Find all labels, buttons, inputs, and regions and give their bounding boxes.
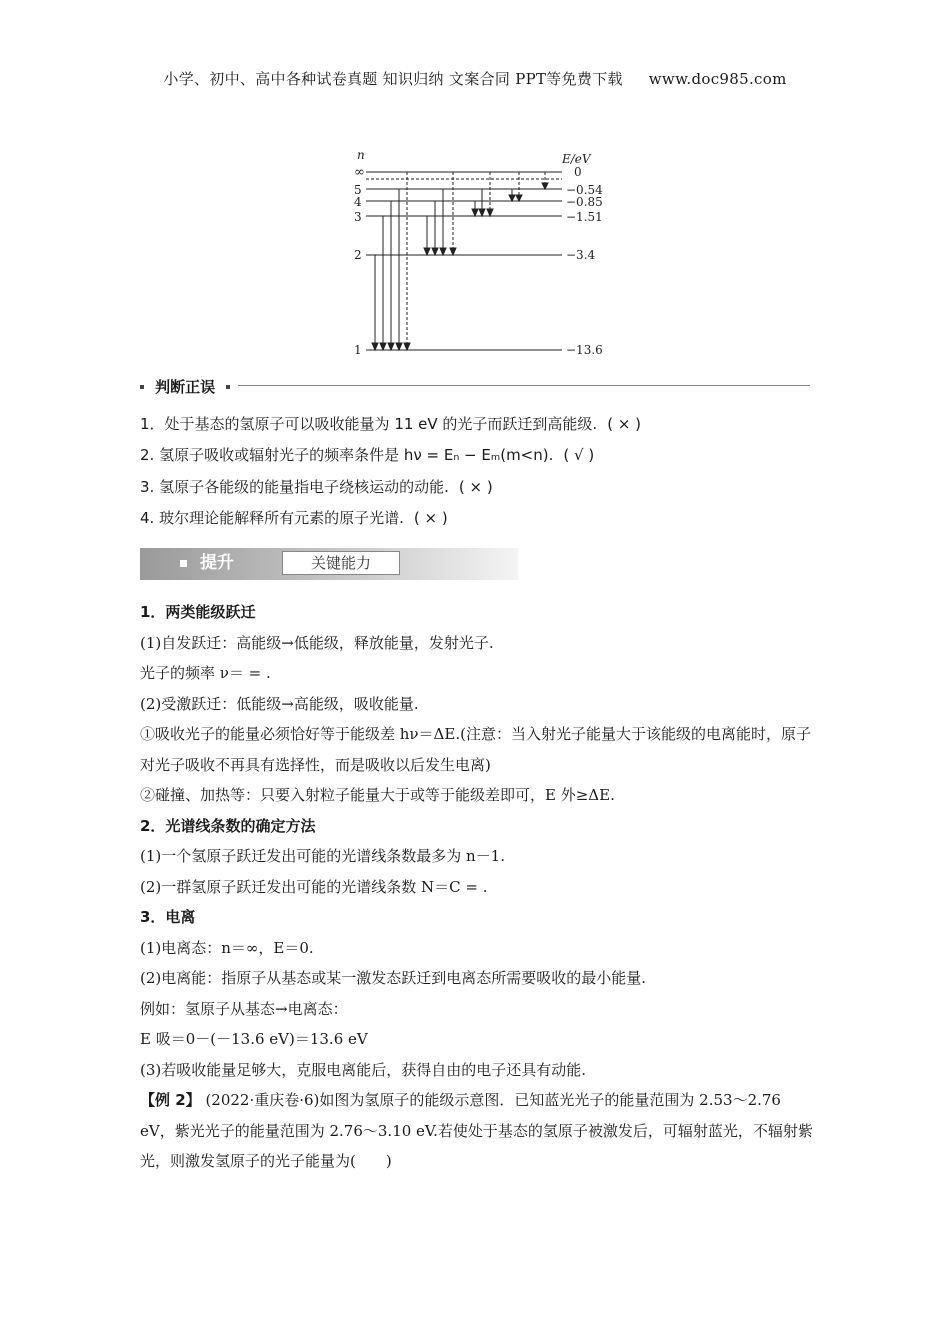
judge-item-mark: ( × ) — [413, 509, 448, 527]
judge-item-text: 3. 氢原子各能级的能量指电子绕核运动的动能. — [140, 478, 449, 496]
e-axis-label: E/eV — [562, 152, 591, 166]
paragraph: 光子的频率 ν＝ = . — [140, 664, 271, 682]
judge-item — [140, 444, 594, 465]
paragraph: 例如：氢原子从基态→电离态： — [140, 999, 348, 1018]
section-banner — [140, 548, 518, 580]
n-axis-label: n — [357, 148, 365, 162]
judge-section-header — [140, 376, 810, 394]
banner-left — [140, 548, 280, 578]
level-n-label: 4 — [354, 195, 362, 209]
paragraph: (2)一群氢原子跃迁发出可能的光谱线条数 N＝C = . — [140, 877, 488, 896]
level-n-label: 5 — [354, 183, 362, 197]
judge-item — [140, 476, 493, 497]
judge-item-text: 2. 氢原子吸收或辐射光子的频率条件是 hν = Eₙ − Eₘ(m<n). — [140, 446, 554, 464]
transition-arrows — [366, 172, 562, 350]
judge-item — [140, 413, 641, 434]
level-n-label: ∞ — [354, 165, 365, 180]
paragraph: (1)自发跃迁：高能级→低能级，释放能量，发射光子. — [140, 633, 494, 652]
paragraph: ②碰撞、加热等：只要入射粒子能量大于或等于能级差即可，E 外≥ΔE. — [140, 786, 615, 804]
level-energy-label: −0.85 — [566, 195, 603, 209]
judge-item-mark: ( × ) — [458, 478, 493, 496]
page-header — [0, 68, 950, 89]
judge-item-text: 1．处于基态的氢原子可以吸收能量为 11 eV 的光子而跃迁到高能级. — [140, 415, 598, 433]
judge-item-mark: ( √ ) — [563, 446, 595, 464]
judge-item-mark: ( × ) — [607, 415, 642, 433]
header-url[interactable]: www.doc985.com — [648, 70, 787, 88]
content-body — [140, 597, 816, 1177]
example-paragraph — [140, 1085, 816, 1177]
heading: 3．电离 — [140, 908, 196, 926]
bullet-square-icon — [226, 385, 230, 389]
banner-left-label: 提升 — [200, 553, 234, 573]
heading: 2．光谱线条数的确定方法 — [140, 816, 316, 835]
paragraph: (2)受激跃迁：低能级→高能级，吸收能量. — [140, 694, 419, 713]
level-n-label: 3 — [354, 210, 362, 224]
level-inf — [354, 165, 582, 180]
paragraph: ①吸收光子的能量必须恰好等于能级差 hν＝ΔE.(注意：当入射光子能量大于该能级的电离能时，原子对光子吸收不再具有选择性，而是吸收以后发生电离) — [140, 725, 811, 774]
level-energy-label: −0.54 — [566, 183, 603, 197]
example-tag: 【例 2】 — [140, 1091, 201, 1109]
level-energy-label: −3.4 — [566, 248, 596, 262]
level-n-label: 2 — [354, 248, 362, 262]
judge-item-text: 4. 玻尔理论能解释所有元素的原子光谱. — [140, 509, 404, 527]
level-n-label: 1 — [354, 343, 362, 357]
paragraph: (2)电离能：指原子从基态或某一激发态跃迁到电离态所需要吸收的最小能量. — [140, 969, 647, 987]
header-text: 小学、初中、高中各种试卷真题 知识归纳 文案合同 PPT等免费下载 — [163, 70, 623, 88]
judge-item — [140, 507, 448, 528]
bullet-square-icon — [180, 560, 187, 567]
level-energy-label: −13.6 — [566, 343, 603, 357]
banner-right-label: 关键能力 — [282, 551, 400, 575]
section-divider — [238, 385, 810, 386]
energy-level-diagram — [340, 143, 620, 363]
paragraph: (1)一个氢原子跃迁发出可能的光谱线条数最多为 n－1. — [140, 847, 505, 865]
judge-section-title: 判断正误 — [155, 378, 216, 396]
level-energy-label: −1.51 — [566, 210, 603, 224]
level-energy-label: 0 — [574, 165, 582, 179]
example-text: (2022·重庆卷·6)如图为氢原子的能级示意图．已知蓝光光子的能量范围为 2.53～2.76 eV，紫光光子的能量范围为 2.76～3.10 eV.若使处于基态的氢原子被激发后，可辐射蓝光，不辐射紫光，则激发氢原子的光子能量为( ) — [140, 1091, 813, 1170]
heading: 1．两类能级跃迁 — [140, 603, 256, 621]
paragraph: (3)若吸收能量足够大，克服电离能后，获得自由的电子还具有动能. — [140, 1060, 587, 1079]
bullet-square-icon — [140, 385, 144, 389]
paragraph: E 吸＝0－(－13.6 eV)＝13.6 eV — [140, 1030, 368, 1048]
paragraph: (1)电离态：n＝∞，E＝0. — [140, 938, 314, 957]
level-2 — [354, 248, 596, 262]
